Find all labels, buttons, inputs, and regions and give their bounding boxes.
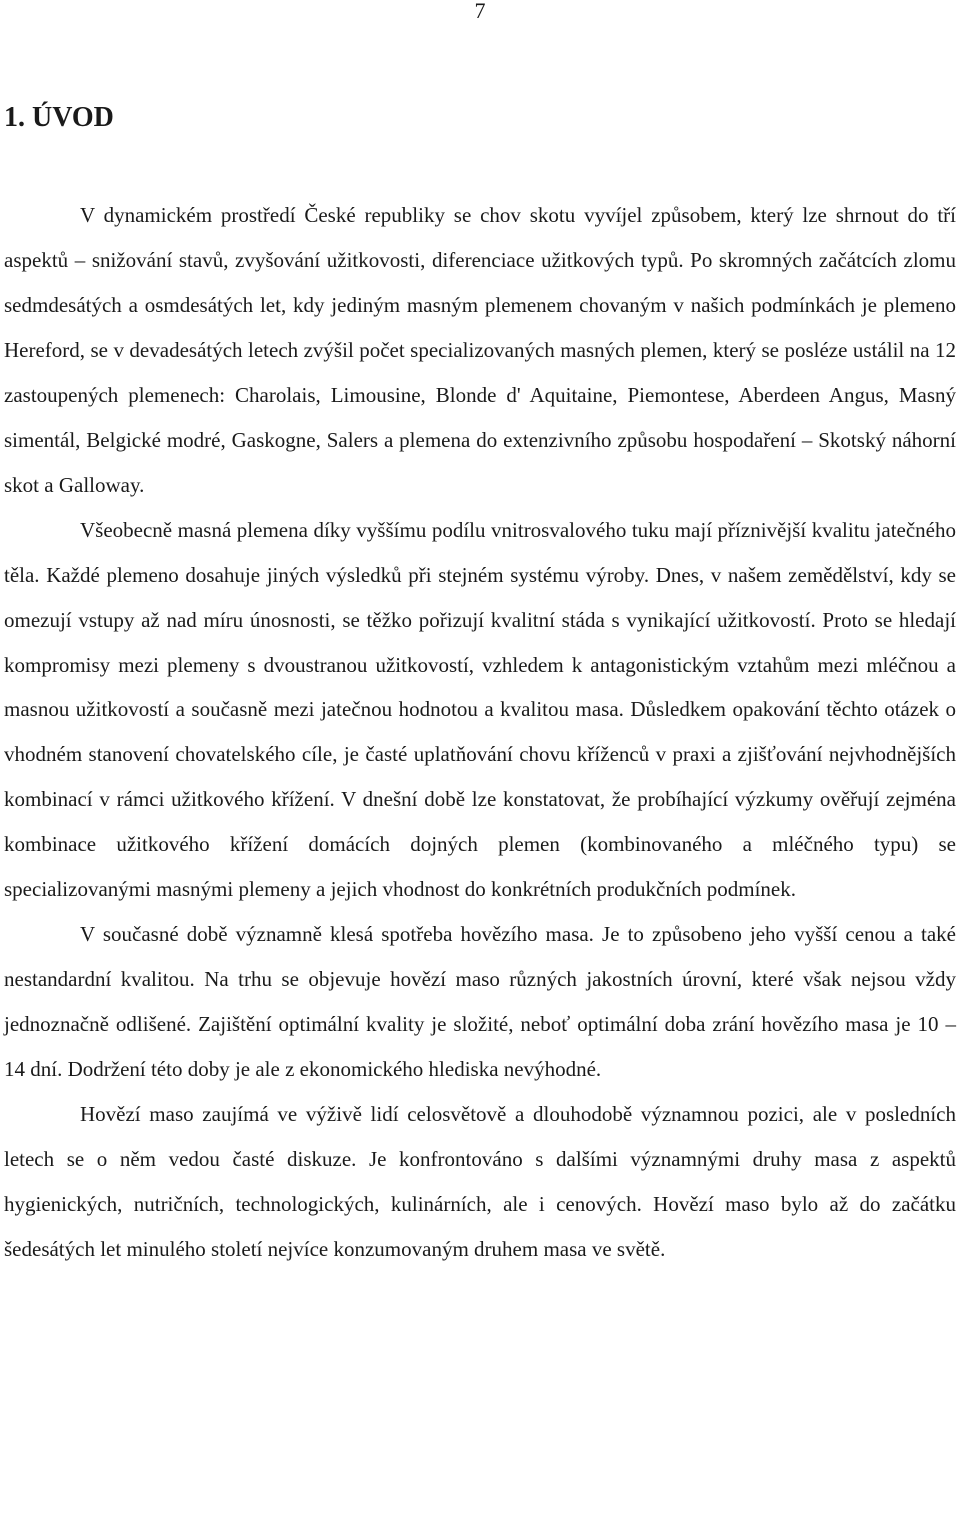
paragraph: Všeobecně masná plemena díky vyššímu podílu vnitrosvalového tuku mají příznivější kvalitu jatečného těla. Každé plemeno dosahuje jiných výsledků při stejném systému výroby. Dnes, v našem zemědělství, kdy se omezují vstupy až nad míru únosnosti, se těžko pořizují kvalitní stáda s vynikající užitkovostí. Proto se hledají kompromisy mezi plemeny s dvoustranou užitkovostí, vzhledem k antagonistickým vztahům mezi mléčnou a masnou užitkovostí a současně mezi jatečnou hodnotou a kvalitou masa. Důsledkem opakování těchto otázek o vhodném stanovení chovatelského cíle, je časté uplatňování chovu kříženců v praxi a zjišťování nejvhodnějších kombinací v rámci užitkového křížení. V dnešní době lze konstatovat, že probíhající výzkumy ověřují zejména kombinace užitkového křížení domácích dojných plemen (kombinovaného a mléčného typu) se specializovanými masnými plemeny a jejich vhodnost do konkrétních produkčních podmínek.	[4, 517, 956, 902]
paragraph: Hovězí maso zaujímá ve výživě lidí celosvětově a dlouhodobě významnou pozici, ale v posledních letech se o něm vedou časté diskuze. Je konfrontováno s dalšími významnými druhy masa z aspektů hygienických, nutričních, technologických, kulinárních, ale i cenových. Hovězí maso bylo až do začátku šedesátých let minulého století nejvíce konzumovaným druhem masa ve světě.	[4, 1102, 956, 1261]
paragraph: V dynamickém prostředí České republiky se chov skotu vyvíjel způsobem, který lze shrnout do tří aspektů – snižování stavů, zvyšování užitkovosti, diferenciace užitkových typů. Po skromných začátcích zlomu sedmdesátých a osmdesátých let, kdy jediným masným plemenem chovaným v našich podmínkách je plemeno Hereford, se v devadesátých letech zvýšil počet specializovaných masných plemen, který se posléze ustálil na 12 zastoupených plemenech: Charolais, Limousine, Blonde d' Aquitaine, Piemontese, Aberdeen Angus, Masný simentál, Belgické modré, Gaskogne, Salers a plemena do extenzivního způsobu hospodaření – Skotský náhorní skot a Galloway.	[4, 203, 956, 497]
section-heading: 1. ÚVOD	[4, 102, 114, 133]
page-number: 7	[474, 0, 486, 23]
paragraph: V současné době významně klesá spotřeba hovězího masa. Je to způsobeno jeho vyšší cenou a také nestandardní kvalitou. Na trhu se objevuje hovězí maso různých jakostních úrovní, které však nejsou vždy jednoznačně odlišené. Zajištění optimální kvality je složité, neboť optimální doba zrání hovězího masa je 10 – 14 dní. Dodržení této doby je ale z ekonomického hlediska nevýhodné.	[4, 922, 956, 1082]
body-text	[4, 193, 956, 1272]
